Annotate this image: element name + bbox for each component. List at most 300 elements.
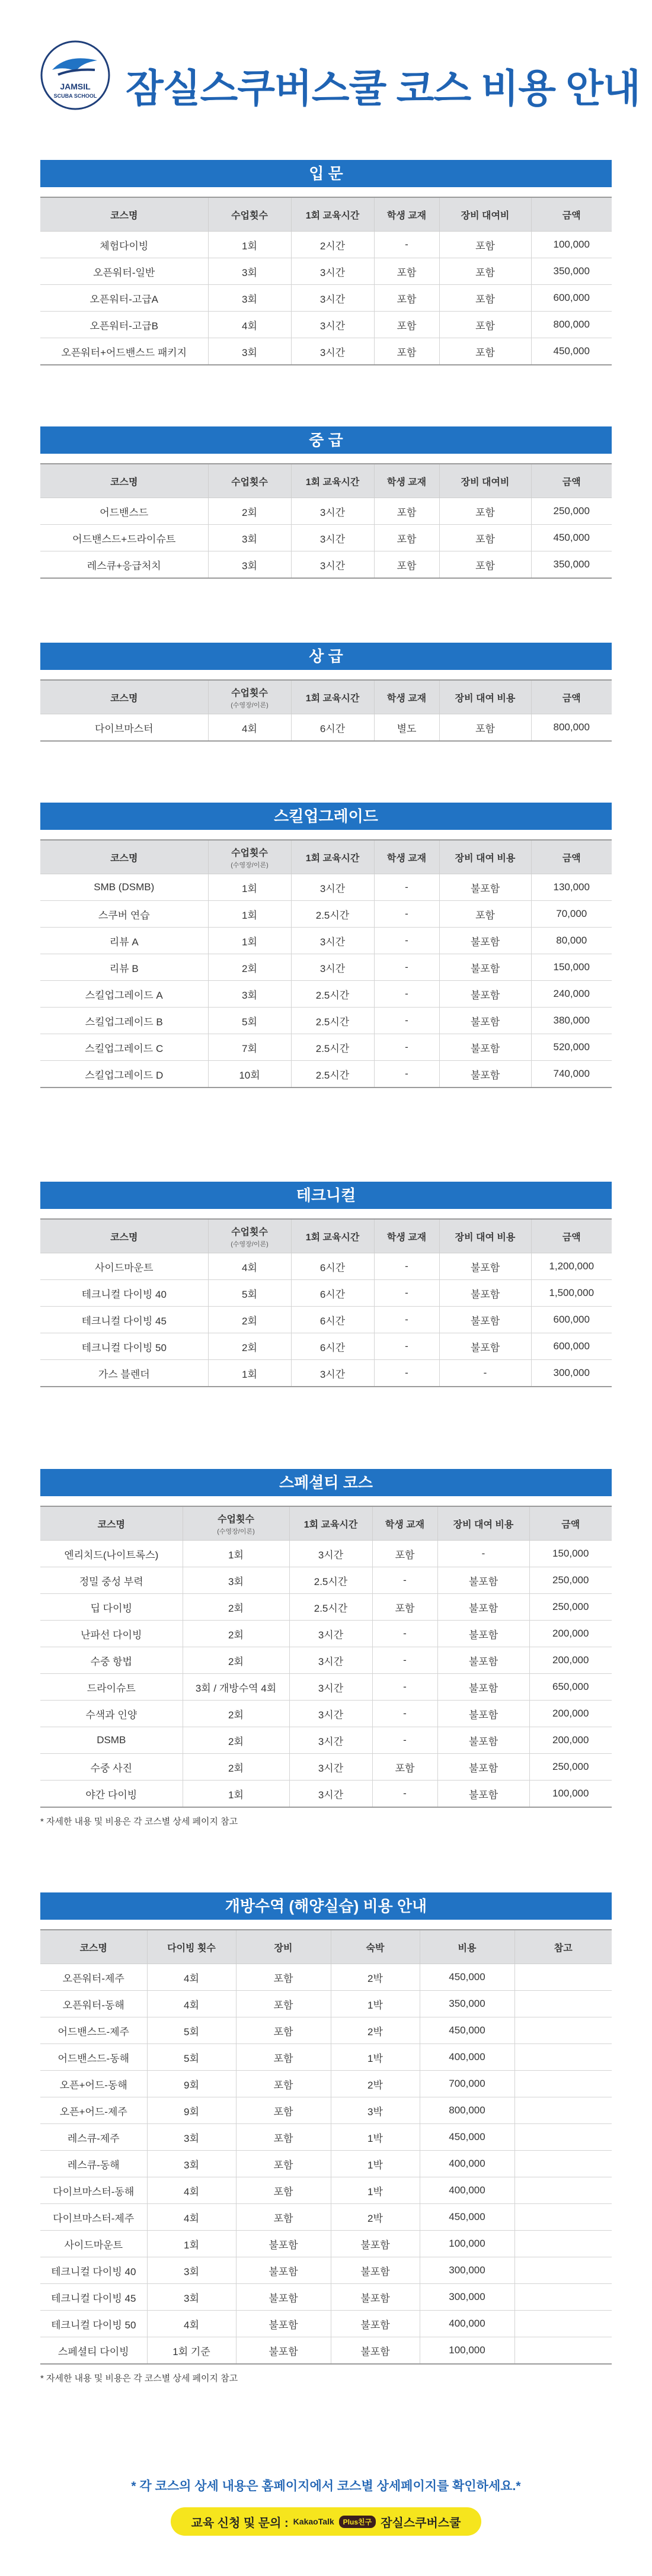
table-cell: 400,000: [420, 2044, 514, 2071]
table-cell: [514, 2151, 612, 2177]
table-cell: 불포함: [439, 1253, 531, 1280]
table-cell: -: [374, 874, 439, 901]
table-cell: 포함: [439, 525, 531, 551]
table-cell: 200,000: [529, 1727, 612, 1754]
table-cell: 7회: [208, 1034, 291, 1061]
table-cell: 2박: [331, 1964, 420, 1991]
table-cell: 3시간: [291, 928, 374, 954]
table-cell: 2회: [208, 1333, 291, 1360]
table-cell: 2시간: [291, 232, 374, 258]
table-cell: -: [374, 901, 439, 928]
table-row: [40, 928, 612, 954]
section-title: 스킬업그레이드: [40, 803, 612, 830]
table-cell: 70,000: [531, 901, 612, 928]
column-header-label: 장비 대여 비용: [455, 693, 516, 704]
course-section: [40, 1892, 612, 2384]
table-cell: 포함: [372, 1754, 437, 1781]
table-cell: 2.5시간: [291, 901, 374, 928]
column-header: [289, 1506, 372, 1541]
table-cell: 포함: [372, 1541, 437, 1567]
table-cell: 6시간: [291, 1333, 374, 1360]
column-header-label: 코스명: [110, 210, 138, 221]
table-cell: 불포함: [236, 2311, 331, 2337]
table-cell: -: [374, 928, 439, 954]
column-header: [40, 840, 208, 874]
table-cell: [514, 1991, 612, 2017]
page-title: 잠실스쿠버스쿨 코스 비용 안내: [126, 66, 640, 110]
section-title: 입 문: [40, 160, 612, 187]
table-row: [40, 2124, 612, 2151]
column-header: [439, 680, 531, 714]
table-cell: 포함: [236, 2044, 331, 2071]
table-cell: 오픈워터-일반: [40, 258, 208, 285]
section-title: 테크니컬: [40, 1182, 612, 1209]
table-cell: 불포함: [439, 1061, 531, 1088]
table-row: [40, 1253, 612, 1280]
column-header: [208, 840, 291, 874]
table-cell: 다이브마스터-제주: [40, 2204, 147, 2231]
contact-label: 교육 신청 및 문의 :: [191, 2516, 289, 2530]
table-cell: 1박: [331, 2124, 420, 2151]
table-cell: -: [372, 1701, 437, 1727]
table-cell: 다이브마스터: [40, 714, 208, 742]
table-row: [40, 232, 612, 258]
table-cell: 불포함: [439, 1034, 531, 1061]
price-table: [40, 1218, 612, 1387]
table-row: [40, 2177, 612, 2204]
table-cell: 1,500,000: [531, 1280, 612, 1307]
table-cell: 불포함: [236, 2337, 331, 2365]
table-row: [40, 954, 612, 981]
table-cell: 350,000: [531, 258, 612, 285]
table-cell: 600,000: [531, 1307, 612, 1333]
table-cell: 포함: [236, 2017, 331, 2044]
table-cell: 오픈워터-고급A: [40, 285, 208, 312]
table-cell: 1회: [183, 1541, 289, 1567]
table-cell: 600,000: [531, 285, 612, 312]
table-cell: 100,000: [420, 2231, 514, 2257]
column-header: [40, 197, 208, 232]
section-title: 중 급: [40, 426, 612, 454]
table-cell: 포함: [439, 551, 531, 579]
table-cell: 2박: [331, 2204, 420, 2231]
table-row: [40, 285, 612, 312]
table-row: [40, 1360, 612, 1387]
table-cell: DSMB: [40, 1727, 183, 1754]
table-cell: 3회: [147, 2284, 236, 2311]
column-header-label: 수업횟수: [218, 1514, 254, 1525]
table-cell: 3시간: [291, 874, 374, 901]
kakaotalk-label: KakaoTalk: [293, 2517, 334, 2526]
table-cell: 포함: [374, 258, 439, 285]
table-cell: -: [372, 1674, 437, 1701]
table-cell: 6시간: [291, 1307, 374, 1333]
column-header-label: 금액: [562, 477, 581, 487]
price-table: [40, 1929, 612, 2365]
table-cell: 테크니컬 다이빙 45: [40, 2284, 147, 2311]
price-table: [40, 839, 612, 1088]
table-cell: 520,000: [531, 1034, 612, 1061]
table-cell: 3시간: [291, 551, 374, 579]
table-cell: 스킬업그레이드 A: [40, 981, 208, 1008]
table-cell: 불포함: [331, 2311, 420, 2337]
table-cell: 3회: [208, 258, 291, 285]
column-header: [291, 464, 374, 498]
table-cell: 100,000: [529, 1781, 612, 1808]
price-table: [40, 1506, 612, 1808]
table-cell: 4회: [208, 1253, 291, 1280]
table-cell: 4회: [208, 312, 291, 338]
table-cell: 드라이슈트: [40, 1674, 183, 1701]
table-cell: 불포함: [437, 1647, 529, 1674]
table-cell: 5회: [208, 1280, 291, 1307]
column-header: [374, 840, 439, 874]
table-cell: 3시간: [291, 954, 374, 981]
table-cell: 불포함: [439, 928, 531, 954]
column-header-label: 금액: [561, 1519, 580, 1530]
table-cell: 4회: [208, 714, 291, 742]
table-cell: 오픈워터-동해: [40, 1991, 147, 2017]
table-cell: 300,000: [420, 2257, 514, 2284]
table-cell: 불포함: [437, 1567, 529, 1594]
table-row: [40, 1991, 612, 2017]
table-cell: 불포함: [437, 1621, 529, 1647]
table-cell: 정밀 중성 부력: [40, 1567, 183, 1594]
table-cell: 2박: [331, 2017, 420, 2044]
table-cell: 130,000: [531, 874, 612, 901]
table-cell: 6시간: [291, 714, 374, 742]
table-cell: 3시간: [289, 1674, 372, 1701]
section-note: * 자세한 내용 및 비용은 각 코스별 상세 페이지 참고: [40, 1817, 238, 1827]
table-row: [40, 2311, 612, 2337]
table-cell: 2.5시간: [291, 1061, 374, 1088]
column-header-label: 1회 교육시간: [305, 853, 360, 864]
table-cell: 1박: [331, 2177, 420, 2204]
table-cell: 3시간: [291, 525, 374, 551]
table-cell: [514, 2017, 612, 2044]
table-row: [40, 1754, 612, 1781]
table-cell: [514, 2124, 612, 2151]
table-cell: 레스큐-제주: [40, 2124, 147, 2151]
table-cell: 포함: [236, 2071, 331, 2097]
section-title: 개방수역 (해양실습) 비용 안내: [40, 1892, 612, 1920]
table-cell: 포함: [236, 1964, 331, 1991]
table-cell: 테크니컬 다이빙 40: [40, 2257, 147, 2284]
plus-friend-badge: Plus친구: [339, 2516, 376, 2528]
table-cell: 700,000: [420, 2071, 514, 2097]
table-cell: 난파선 다이빙: [40, 1621, 183, 1647]
table-cell: 어드밴스드-동해: [40, 2044, 147, 2071]
column-header: [208, 197, 291, 232]
column-header-label: 장비 대여비: [461, 477, 510, 487]
table-cell: -: [374, 954, 439, 981]
table-cell: 150,000: [529, 1541, 612, 1567]
table-cell: 2.5시간: [289, 1594, 372, 1621]
table-cell: 불포함: [437, 1781, 529, 1808]
column-header-label: 금액: [562, 853, 581, 864]
table-cell: 포함: [439, 312, 531, 338]
table-cell: 2박: [331, 2071, 420, 2097]
table-cell: 불포함: [439, 1280, 531, 1307]
column-header: [208, 1219, 291, 1253]
table-cell: 3시간: [291, 338, 374, 365]
table-cell: 불포함: [236, 2284, 331, 2311]
column-header-label: 코스명: [110, 853, 138, 864]
logo-text-jamsil: JAMSIL: [60, 82, 91, 91]
table-cell: 사이드마운트: [40, 2231, 147, 2257]
table-cell: 2회: [183, 1754, 289, 1781]
table-cell: 딥 다이빙: [40, 1594, 183, 1621]
table-cell: 불포함: [331, 2284, 420, 2311]
table-cell: 2회: [208, 954, 291, 981]
table-cell: 4회: [147, 2204, 236, 2231]
table-cell: 불포함: [439, 1333, 531, 1360]
table-cell: 포함: [236, 2151, 331, 2177]
table-row: [40, 874, 612, 901]
column-header: [529, 1506, 612, 1541]
column-header: [439, 464, 531, 498]
table-cell: 스킬업그레이드 D: [40, 1061, 208, 1088]
table-cell: 3회: [147, 2124, 236, 2151]
table-cell: 2회: [183, 1594, 289, 1621]
table-cell: 9회: [147, 2071, 236, 2097]
column-header-label: 다이빙 횟수: [167, 1943, 216, 1953]
column-header-label: 장비 대여 비용: [453, 1519, 514, 1530]
course-section: [40, 643, 612, 742]
column-header: [147, 1930, 236, 1964]
table-cell: SMB (DSMB): [40, 874, 208, 901]
table-cell: 포함: [236, 2177, 331, 2204]
table-cell: 불포함: [437, 1701, 529, 1727]
table-cell: 야간 다이빙: [40, 1781, 183, 1808]
column-header-label: 1회 교육시간: [305, 693, 360, 704]
table-row: [40, 2257, 612, 2284]
column-header: [208, 464, 291, 498]
column-header: [40, 464, 208, 498]
table-cell: -: [374, 1008, 439, 1034]
table-row: [40, 1008, 612, 1034]
column-header: [40, 1219, 208, 1253]
table-cell: 3시간: [291, 312, 374, 338]
school-logo-icon: [40, 40, 110, 110]
column-header-label: 코스명: [110, 477, 138, 487]
column-header-label: 장비 대여 비용: [455, 853, 516, 864]
table-cell: 오픈+어드-동해: [40, 2071, 147, 2097]
table-cell: 350,000: [531, 551, 612, 579]
table-cell: 3시간: [289, 1727, 372, 1754]
footer-note: * 각 코스의 상세 내용은 홈페이지에서 코스별 상세페이지를 확인하세요.*: [131, 2479, 521, 2493]
table-row: [40, 1567, 612, 1594]
table-cell: 레스큐-동해: [40, 2151, 147, 2177]
column-header-label: 장비 대여비: [461, 210, 510, 221]
table-cell: 3회 / 개방수역 4회: [183, 1674, 289, 1701]
table-cell: 4회: [147, 2311, 236, 2337]
table-row: [40, 2017, 612, 2044]
table-row: [40, 1964, 612, 1991]
column-header: [439, 1219, 531, 1253]
table-cell: 어드밴스드: [40, 498, 208, 525]
table-cell: 테크니컬 다이빙 50: [40, 1333, 208, 1360]
table-cell: 불포함: [437, 1594, 529, 1621]
table-row: [40, 1541, 612, 1567]
table-cell: 200,000: [529, 1621, 612, 1647]
column-header-label: 수업횟수: [231, 477, 268, 487]
table-cell: [514, 2257, 612, 2284]
table-cell: 3회: [147, 2257, 236, 2284]
table-row: [40, 1647, 612, 1674]
table-cell: 불포함: [439, 981, 531, 1008]
table-cell: 1박: [331, 1991, 420, 2017]
section-title: 상 급: [40, 643, 612, 670]
table-cell: 3회: [208, 338, 291, 365]
table-cell: 다이브마스터-동해: [40, 2177, 147, 2204]
table-cell: 4회: [147, 1964, 236, 1991]
table-cell: 테크니컬 다이빙 50: [40, 2311, 147, 2337]
table-row: [40, 1280, 612, 1307]
table-cell: 불포함: [236, 2257, 331, 2284]
table-cell: [514, 2204, 612, 2231]
table-cell: -: [374, 1253, 439, 1280]
table-cell: -: [439, 1360, 531, 1387]
column-header: [374, 680, 439, 714]
table-row: [40, 1307, 612, 1333]
table-cell: 2회: [183, 1621, 289, 1647]
column-header-label: 코스명: [110, 693, 138, 704]
table-cell: 1회: [208, 874, 291, 901]
table-row: [40, 1034, 612, 1061]
contact-banner[interactable]: [171, 2507, 481, 2536]
table-cell: 400,000: [420, 2177, 514, 2204]
table-cell: 포함: [439, 901, 531, 928]
table-cell: 오픈+어드-제주: [40, 2097, 147, 2124]
table-row: [40, 2071, 612, 2097]
table-cell: 2.5시간: [291, 981, 374, 1008]
column-header-label: 학생 교재: [386, 210, 427, 221]
table-row: [40, 1621, 612, 1647]
table-cell: 800,000: [531, 312, 612, 338]
table-cell: 불포함: [437, 1674, 529, 1701]
table-cell: 2회: [183, 1647, 289, 1674]
table-cell: 스킬업그레이드 C: [40, 1034, 208, 1061]
table-cell: -: [372, 1781, 437, 1808]
column-header: [291, 840, 374, 874]
table-row: [40, 2204, 612, 2231]
table-cell: 80,000: [531, 928, 612, 954]
table-row: [40, 498, 612, 525]
table-cell: 450,000: [420, 1964, 514, 1991]
column-header: [420, 1930, 514, 1964]
price-table: [40, 679, 612, 742]
table-cell: 포함: [374, 285, 439, 312]
table-cell: 650,000: [529, 1674, 612, 1701]
table-cell: 가스 블렌더: [40, 1360, 208, 1387]
page-header: [0, 0, 652, 160]
table-cell: -: [437, 1541, 529, 1567]
table-cell: 수색과 인양: [40, 1701, 183, 1727]
table-cell: -: [374, 1307, 439, 1333]
table-cell: 5회: [208, 1008, 291, 1034]
table-cell: -: [374, 1061, 439, 1088]
table-cell: 200,000: [529, 1701, 612, 1727]
column-header-sub: (수영장/이론): [231, 701, 269, 709]
table-cell: 4회: [147, 1991, 236, 2017]
table-cell: 레스큐+응급처치: [40, 551, 208, 579]
column-header: [439, 840, 531, 874]
column-header: [331, 1930, 420, 1964]
table-cell: [514, 1964, 612, 1991]
table-cell: 포함: [374, 551, 439, 579]
table-cell: [514, 2337, 612, 2365]
column-header-label: 1회 교육시간: [305, 210, 360, 221]
table-cell: -: [372, 1647, 437, 1674]
table-cell: 300,000: [531, 1360, 612, 1387]
table-cell: 3회: [208, 981, 291, 1008]
table-cell: 리뷰 B: [40, 954, 208, 981]
table-row: [40, 714, 612, 742]
table-row: [40, 338, 612, 365]
table-cell: 어드밴스드+드라이슈트: [40, 525, 208, 551]
table-cell: 불포함: [437, 1754, 529, 1781]
price-table: [40, 197, 612, 365]
table-cell: 400,000: [420, 2151, 514, 2177]
table-cell: 1회: [208, 232, 291, 258]
table-cell: 3시간: [289, 1541, 372, 1567]
table-cell: 250,000: [529, 1567, 612, 1594]
table-cell: 450,000: [420, 2124, 514, 2151]
column-header-label: 코스명: [97, 1519, 125, 1530]
table-cell: 1박: [331, 2044, 420, 2071]
table-cell: 3시간: [289, 1647, 372, 1674]
table-row: [40, 2151, 612, 2177]
column-header-label: 학생 교재: [386, 477, 427, 487]
table-cell: 1회 기준: [147, 2337, 236, 2365]
column-header-label: 1회 교육시간: [305, 477, 360, 487]
table-cell: 3시간: [289, 1701, 372, 1727]
table-row: [40, 1674, 612, 1701]
table-cell: [514, 2071, 612, 2097]
table-cell: 4회: [147, 2177, 236, 2204]
table-cell: 테크니컬 다이빙 45: [40, 1307, 208, 1333]
table-cell: 별도: [374, 714, 439, 742]
table-cell: 체험다이빙: [40, 232, 208, 258]
column-header: [40, 1506, 183, 1541]
column-header: [439, 197, 531, 232]
table-cell: 포함: [236, 1991, 331, 2017]
table-cell: 800,000: [420, 2097, 514, 2124]
table-cell: 10회: [208, 1061, 291, 1088]
table-cell: 3시간: [289, 1754, 372, 1781]
table-cell: 수중 사진: [40, 1754, 183, 1781]
column-header-label: 코스명: [79, 1943, 107, 1953]
table-cell: 불포함: [439, 954, 531, 981]
contact-name: 잠실스쿠버스쿨: [381, 2516, 461, 2530]
table-row: [40, 551, 612, 579]
table-cell: 포함: [236, 2204, 331, 2231]
table-cell: 불포함: [236, 2231, 331, 2257]
course-section: [40, 1469, 612, 1827]
column-header: [531, 1219, 612, 1253]
table-cell: -: [374, 1360, 439, 1387]
column-header: [374, 464, 439, 498]
table-cell: -: [374, 1333, 439, 1360]
column-header-label: 코스명: [110, 1232, 138, 1243]
table-cell: 400,000: [420, 2311, 514, 2337]
table-cell: 오픈워터+어드밴스드 패키지: [40, 338, 208, 365]
table-row: [40, 2231, 612, 2257]
table-cell: [514, 2097, 612, 2124]
table-cell: 5회: [147, 2017, 236, 2044]
table-cell: 2.5시간: [291, 1008, 374, 1034]
